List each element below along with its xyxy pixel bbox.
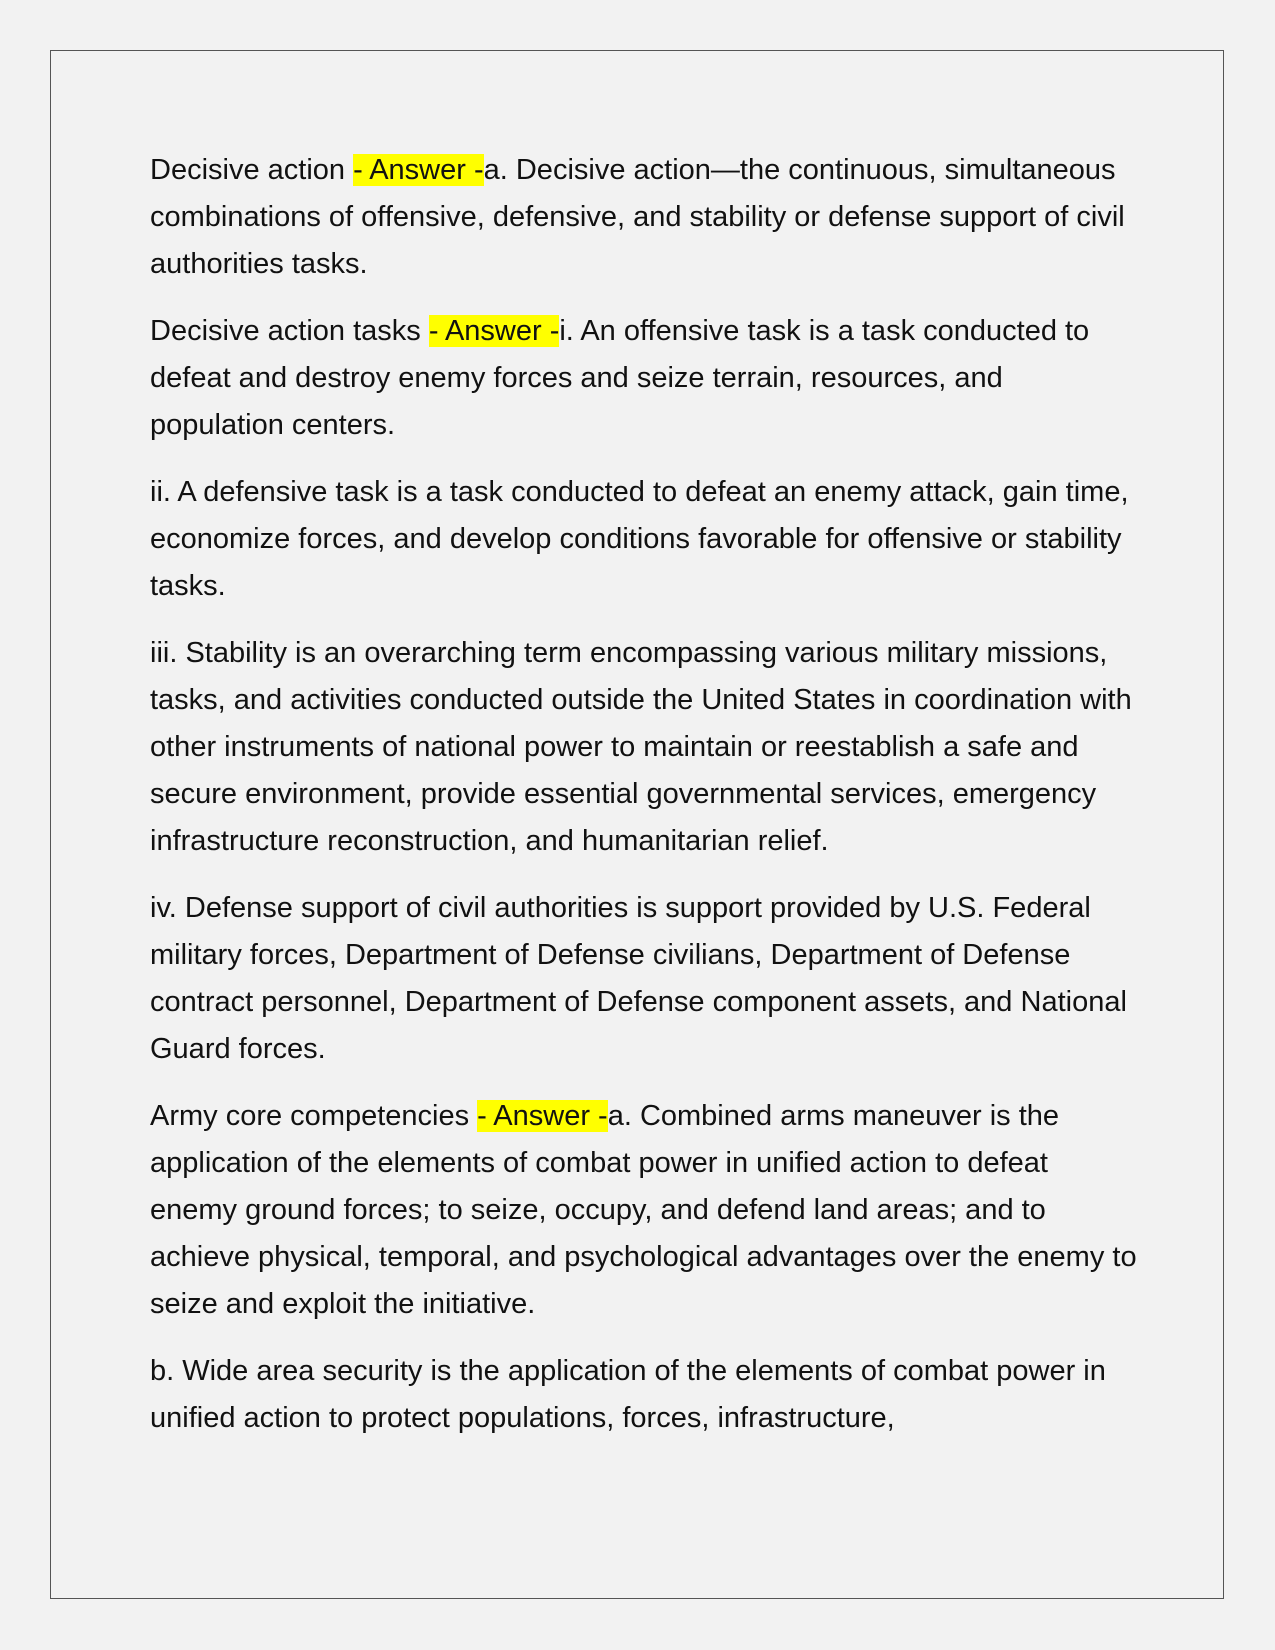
answer-marker: - Answer - [428, 315, 560, 347]
entry-decisive-action [150, 147, 1140, 288]
entry-answer-text: a. Combined arms maneuver is the application of the elements of combat power in unified action to defeat enemy ground forces; to seize, occupy, and defend land areas; and to achieve physical, temporal, and psychological advantages over the enemy to seize and exploit the initiative. [150, 1100, 1137, 1320]
paragraph-stability: iii. Stability is an overarching term encompassing various military missions, tasks, and activities conducted outside the United States in coordination with other instruments of national power to maintain or reestablish a safe and secure environment, provide essential governmental services, emergency infrastructure reconstruction, and humanitarian relief. [150, 637, 1132, 857]
entry-answer-text: a. Decisive action—the continuous, simultaneous combinations of offensive, defensive, and stability or defense support of civil authorities tasks. [150, 154, 1125, 280]
entry-term: Army core competencies [150, 1100, 478, 1132]
entry-term: Decisive action tasks [150, 315, 429, 347]
paragraph-wide-area-security: b. Wide area security is the application of the elements of combat power in unified action to protect populations, forces, infrastructure, [150, 1355, 1106, 1434]
answer-marker: - Answer - [353, 154, 484, 186]
entry-decisive-action-tasks [150, 308, 1140, 449]
entry-answer-text: i. An offensive task is a task conducted to defeat and destroy enemy forces and seize terrain, resources, and population centers. [150, 315, 1090, 441]
paragraph-defensive-task: ii. A defensive task is a task conducted to defeat an enemy attack, gain time, economize forces, and develop conditions favorable for offensive or stability tasks. [150, 476, 1129, 602]
paragraph-defense-support: iv. Defense support of civil authorities is support provided by U.S. Federal military forces, Department of Defense civilians, Department of Defense contract personnel, Department of Defense component assets, and National Guard forces. [150, 892, 1127, 1065]
document-body [150, 147, 1140, 1462]
answer-marker: - Answer - [477, 1100, 608, 1132]
entry-term: Decisive action [150, 154, 354, 186]
entry-army-core-competencies [150, 1093, 1140, 1328]
